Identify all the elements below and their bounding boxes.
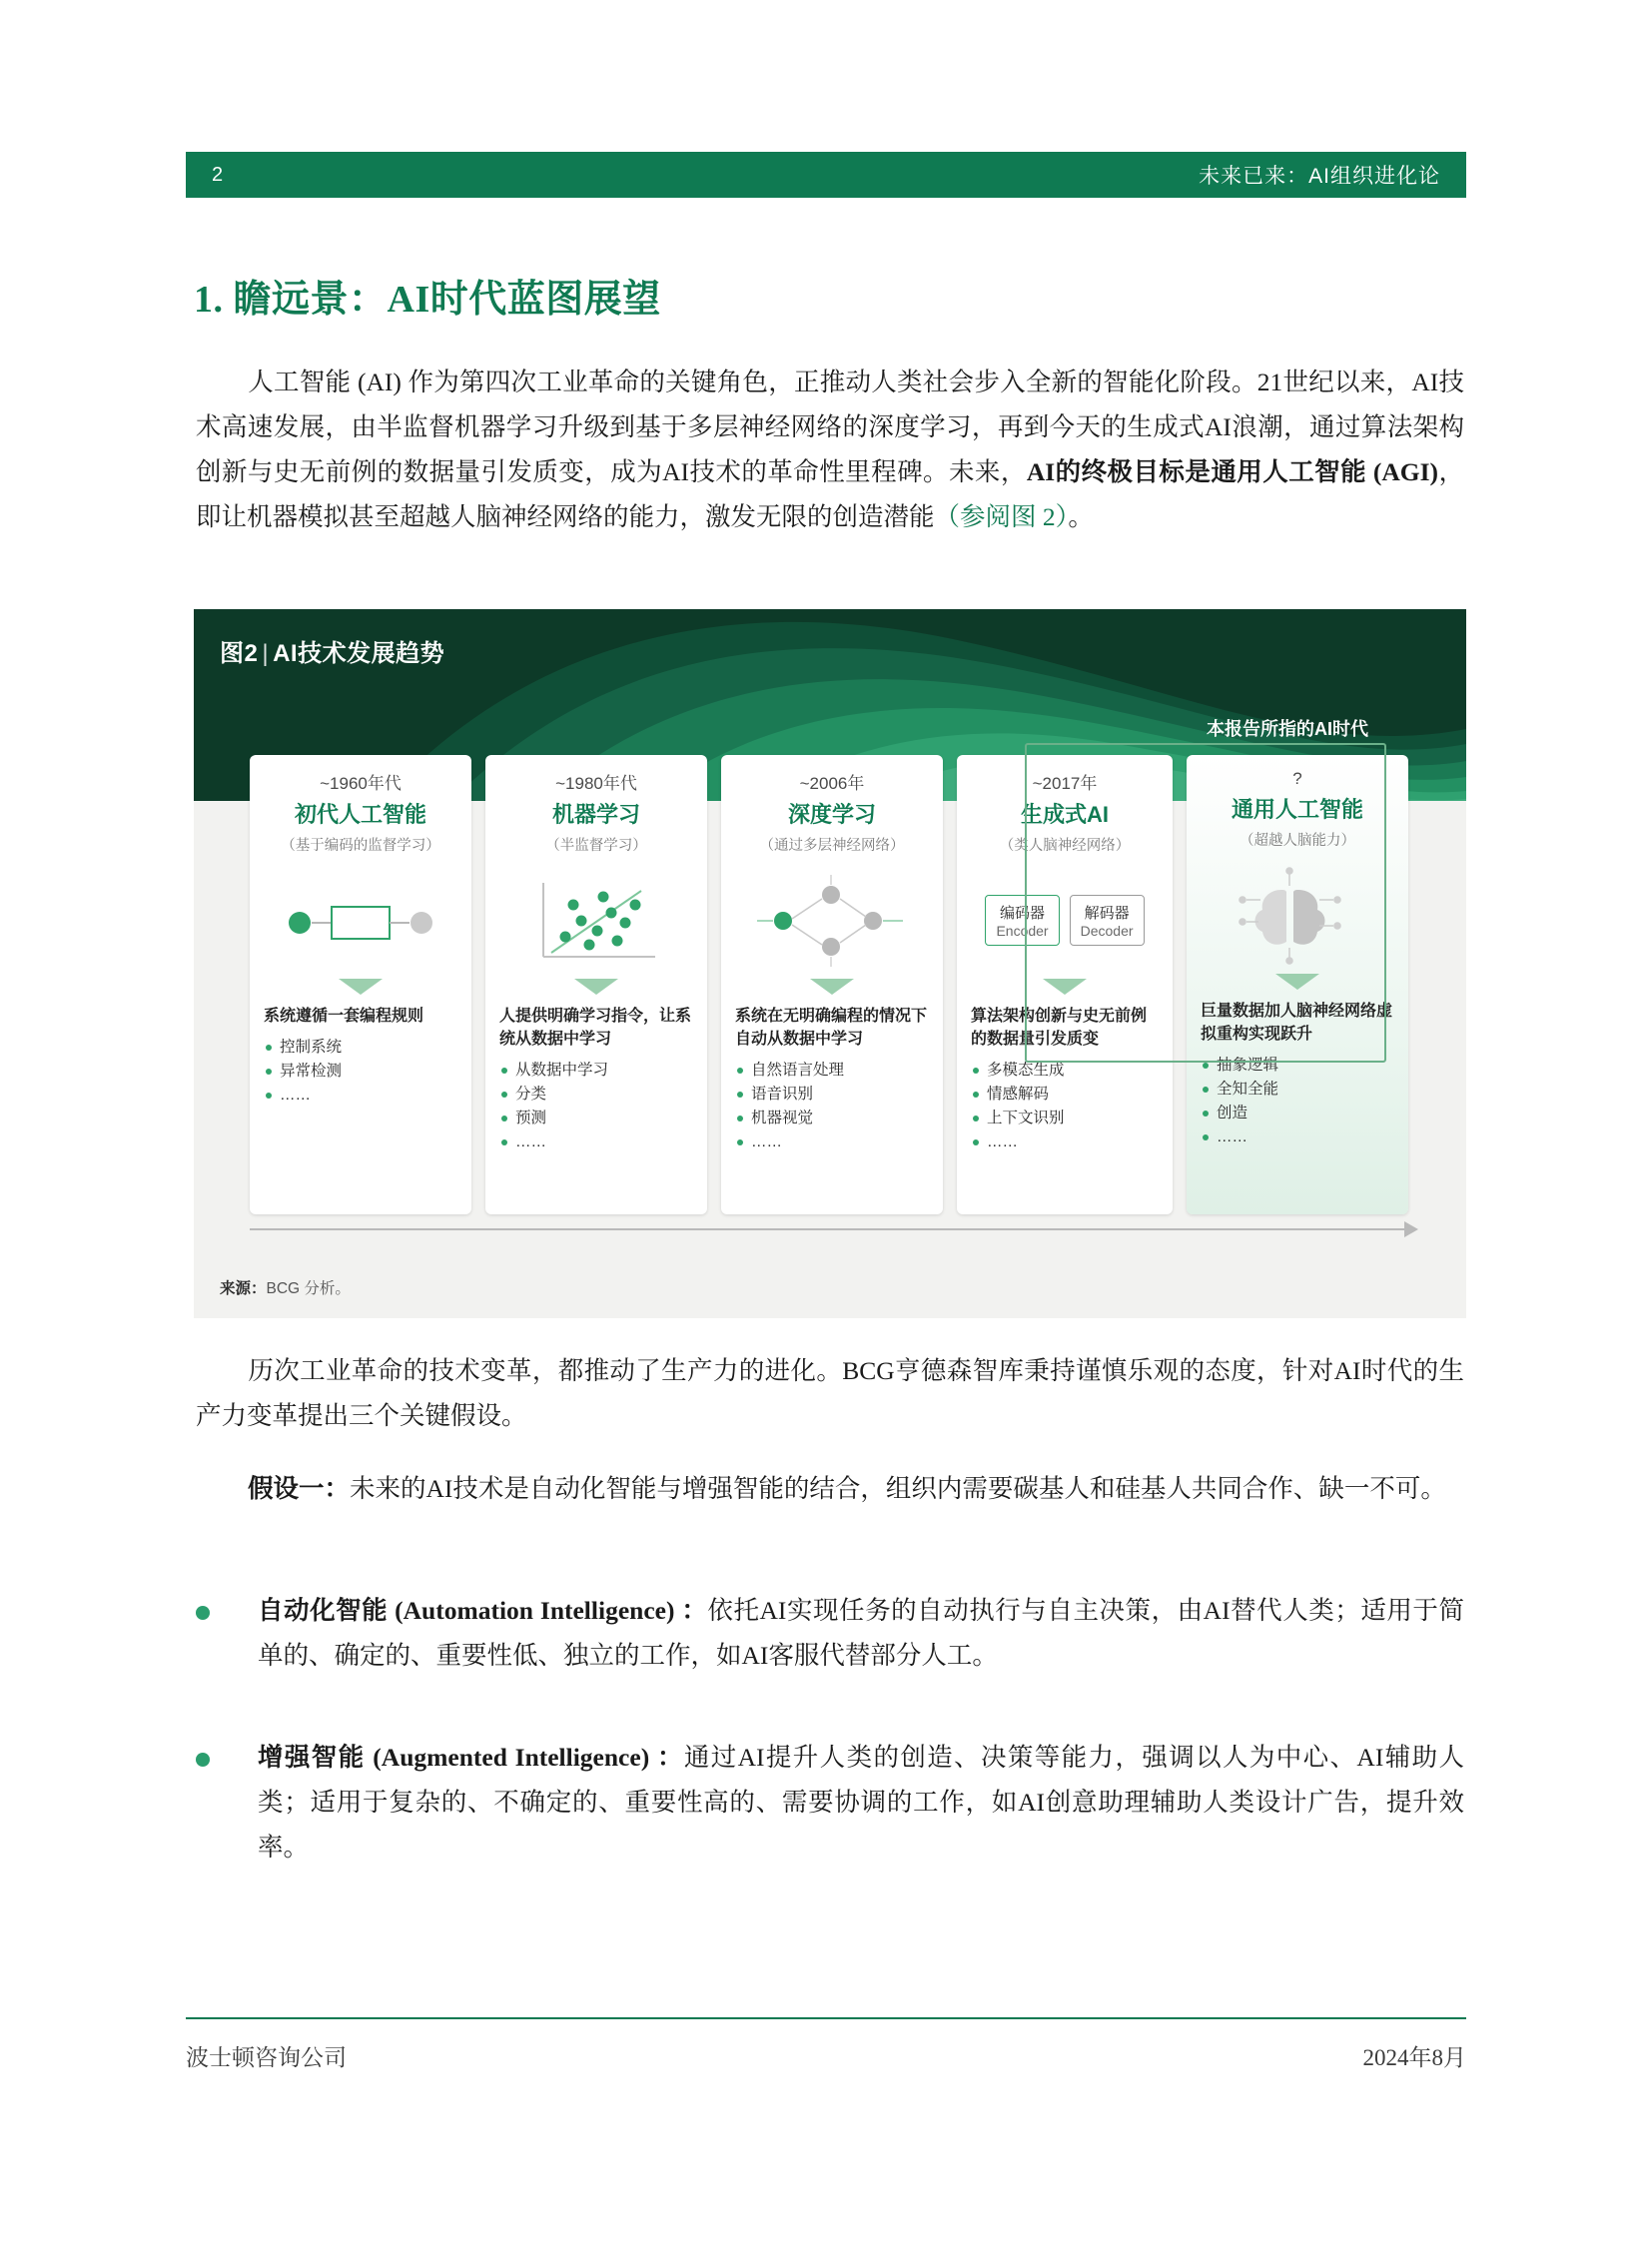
card-illustration-neural-network — [721, 861, 943, 979]
bullet-text — [258, 1588, 1464, 1678]
encoder-label-cn: 编码器 — [1000, 904, 1046, 922]
card-feature-list — [721, 1059, 943, 1166]
paragraph-productivity — [196, 1348, 1464, 1438]
exhibit-title: AI技术发展趋势 — [273, 640, 445, 667]
footer-divider — [186, 2017, 1466, 2019]
card-era-label: ~1980年代 — [555, 774, 637, 793]
paragraph-intro-part3: 。 — [1068, 502, 1094, 531]
exhibit-card-1 — [250, 755, 471, 1214]
exhibit-number: 图2 — [220, 640, 259, 667]
list-item: 分类 — [501, 1083, 697, 1107]
list-item: 预测 — [501, 1107, 697, 1130]
list-item: 机器视觉 — [737, 1107, 933, 1130]
hypothesis-text: 未来的AI技术是自动化智能与增强智能的结合，组织内需要碳基人和硅基人共同合作、缺一不可。 — [350, 1474, 1446, 1503]
exhibit-era-bracket — [1025, 743, 1386, 1063]
card-illustration-rule-system — [250, 861, 471, 979]
paragraph-intro-bold: AI的终极目标是通用人工智能 (AGI) — [1026, 457, 1439, 486]
card-subtitle: （半监督学习） — [545, 838, 647, 854]
footer-date: 2024年8月 — [1362, 2045, 1466, 2070]
section-title: 1. 瞻远景：AI时代蓝图展望 — [194, 279, 661, 321]
decoder-label-cn: 解码器 — [1084, 904, 1130, 922]
bullet-text — [258, 1735, 1464, 1869]
card-subtitle: （基于编码的监督学习） — [281, 838, 440, 854]
card-era-label: ? — [1292, 769, 1302, 788]
card-feature-list — [485, 1059, 707, 1166]
exhibit-label-separator: | — [262, 640, 270, 667]
card-description: 人提供明确学习指令，让系统从数据中学习 — [499, 1008, 692, 1048]
card-feature-list — [1187, 1054, 1408, 1161]
exhibit-source-text: BCG 分析。 — [266, 1280, 351, 1297]
exhibit-figure-2 — [194, 609, 1466, 1318]
bullet-body: 依托AI实现任务的自动执行与自主决策，由AI替代人类；适用于简单的、确定的、重要性低、独立的工作，如AI客服代替部分人工。 — [258, 1596, 1464, 1670]
card-title: 通用人工智能 — [1231, 797, 1363, 822]
footer-company: 波士顿咨询公司 — [186, 2045, 347, 2070]
paragraph-intro-part1: 人工智能 (AI) 作为第四次工业革命的关键角色，正推动人类社会步入全新的智能化阶段。21世纪以来，AI技术高速发展，由半监督机器学习升级到基于多层神经网络的深度学习，再到今天的生成式AI浪潮，通过算法架构创新与史无前例的数据量引发质变，成为AI技术的革命性里程碑。未来， — [196, 368, 1464, 486]
card-chevron-icon — [574, 979, 618, 995]
list-item: 抽象逻辑 — [1203, 1054, 1398, 1078]
card-subtitle: （通过多层神经网络） — [759, 838, 905, 854]
bullet-term: 增强智能 (Augmented Intelligence) ： — [258, 1743, 684, 1772]
card-illustration-scatter-plot — [485, 861, 707, 979]
bullet-body: 通过AI提升人类的创造、决策等能力，强调以人为中心、AI辅助人类；适用于复杂的、不确定的、重要性高的、需要协调的工作，如AI创意助理辅助人类设计广告，提升效率。 — [258, 1743, 1464, 1862]
list-item: 自然语言处理 — [737, 1059, 933, 1083]
exhibit-reference-link[interactable]: （参阅图 2） — [934, 502, 1069, 531]
card-description: 系统遵循一套编程规则 — [264, 1008, 424, 1025]
card-era-label: ~2017年 — [1032, 774, 1098, 793]
list-item: …… — [1203, 1125, 1398, 1149]
exhibit-source-label: 来源： — [220, 1280, 267, 1297]
list-item: 情感解码 — [973, 1083, 1163, 1107]
exhibit-era-note: 本报告所指的AI时代 — [1207, 719, 1368, 739]
list-item: 上下文识别 — [973, 1107, 1163, 1130]
timeline-axis — [250, 1228, 1406, 1230]
header-page-number: 2 — [212, 163, 224, 186]
bullet-augmented-intelligence — [196, 1735, 1464, 1869]
paragraph-intro — [196, 360, 1464, 539]
card-title: 机器学习 — [551, 802, 640, 827]
card-subtitle: （超越人脑能力） — [1239, 833, 1355, 849]
paragraph-hypothesis-one — [196, 1466, 1464, 1511]
list-item: 全知全能 — [1203, 1078, 1398, 1102]
card-description: 算法架构创新与史无前例的数据量引发质变 — [971, 1008, 1148, 1048]
list-item: 创造 — [1203, 1102, 1398, 1125]
list-item: …… — [737, 1130, 933, 1154]
decoder-label-en: Decoder — [1080, 922, 1134, 939]
card-title: 深度学习 — [787, 802, 876, 827]
card-description: 系统在无明确编程的情况下自动从数据中学习 — [735, 1008, 928, 1048]
list-item: …… — [501, 1130, 697, 1154]
card-subtitle: （类人脑神经网络） — [999, 838, 1131, 854]
card-description: 巨量数据加人脑神经网络虚拟重构实现跃升 — [1201, 1003, 1393, 1043]
list-item: 从数据中学习 — [501, 1059, 697, 1083]
list-item: 语音识别 — [737, 1083, 933, 1107]
bullet-dot-icon — [196, 1606, 210, 1620]
card-title: 生成式AI — [1020, 802, 1109, 827]
bullet-dot-icon — [196, 1753, 210, 1767]
card-chevron-icon — [339, 979, 383, 995]
card-title: 初代人工智能 — [294, 802, 426, 827]
card-feature-list — [250, 1036, 471, 1120]
bullet-term: 自动化智能 (Automation Intelligence) ： — [258, 1596, 708, 1625]
hypothesis-label: 假设一： — [248, 1474, 351, 1503]
list-item: …… — [973, 1130, 1163, 1154]
list-item: 异常检测 — [266, 1060, 461, 1084]
exhibit-card-2 — [485, 755, 707, 1214]
header-document-title: 未来已来：AI组织进化论 — [1199, 165, 1440, 188]
list-item: 多模态生成 — [973, 1059, 1163, 1083]
card-feature-list — [957, 1059, 1173, 1166]
page-header — [186, 152, 1466, 198]
encoder-label-en: Encoder — [996, 922, 1049, 939]
exhibit-source — [220, 1276, 351, 1298]
exhibit-label — [220, 633, 444, 668]
card-era-label: ~1960年代 — [320, 774, 402, 793]
bullet-automation-intelligence — [196, 1588, 1464, 1678]
card-chevron-icon — [810, 979, 854, 995]
paragraph-productivity-text: 历次工业革命的技术变革，都推动了生产力的进化。BCG亨德森智库秉持谨慎乐观的态度，针对AI时代的生产力变革提出三个关键假设。 — [196, 1356, 1464, 1430]
list-item: 控制系统 — [266, 1036, 461, 1060]
timeline-arrow-icon — [1404, 1221, 1418, 1237]
paragraph-intro-part2: ，即让机器模拟甚至超越人脑神经网络的能力，激发无限的创造潜能 — [196, 457, 1464, 531]
list-item: …… — [266, 1084, 461, 1108]
exhibit-card-3 — [721, 755, 943, 1214]
card-era-label: ~2006年 — [799, 774, 865, 793]
